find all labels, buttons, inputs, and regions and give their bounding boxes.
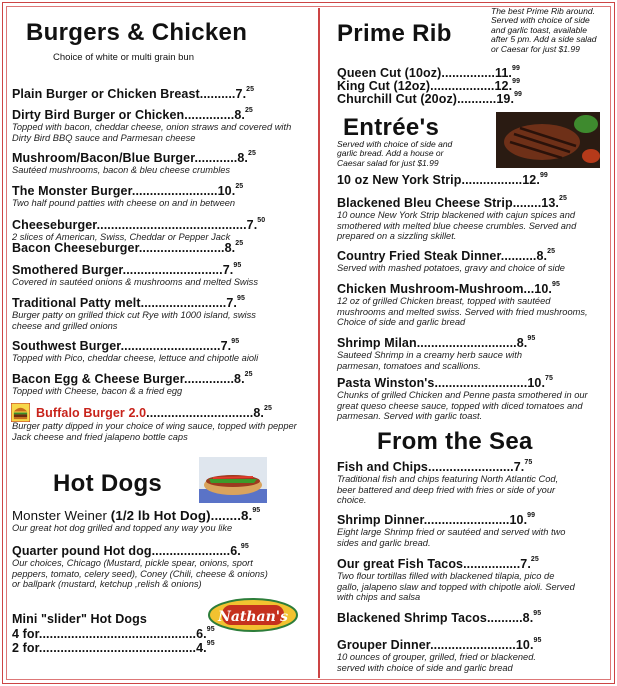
burger-item: The Monster Burger........................10.25 Two half pound patties with cheese on and in between [12,183,244,208]
burger-item-featured: Buffalo Burger 2.0..............................8.25 [36,405,272,420]
svg-text:Nathan's: Nathan's [218,609,288,625]
sea-title: From the Sea [377,428,533,455]
burgers-title: Burgers & Chicken [26,19,248,46]
burgers-subtitle: Choice of white or multi grain bun [53,52,194,63]
entree-item: Country Fried Steak Dinner..........8.25 Served with mashed potatoes, gravy and choice of side [337,248,565,273]
sea-item: Our great Fish Tacos................7.25 Two flour tortillas filled with blackened tilapia, pico de gallo, jalapeno slaw and topped with chipotle aioli. Served with chips and salsa [337,556,575,603]
entree-item: Blackened Bleu Cheese Strip........13.25 10 ounce New York Strip blackened with cajun spices and smothered with melted blue cheese crumbles. Served and prepared on a sizzling skillet. [337,195,577,242]
hotdog-photo-icon [199,457,267,503]
sea-item: Blackened Shrimp Tacos..........8.95 [337,610,542,625]
entree-item: Pasta Winston's..........................10.75 Chunks of grilled Chicken and Penne pasta smothered in our great queso cheese sauce, topped with diced tomatoes and parmesan. Served with garlic toast. [337,375,588,422]
slider-option: 4 for............................................6.95 [12,626,215,641]
entree-item: 10 oz New York Strip.................12.99 [337,172,548,187]
burger-item-desc: Burger patty dipped in your choice of wing sauce, topped with pepper Jack cheese and fried jalapeno bottle caps [12,421,297,442]
nathans-logo-icon [208,597,298,633]
burger-item: Bacon Egg & Cheese Burger..............8.25 Topped with Cheese, bacon & a fried egg [12,371,253,396]
column-divider [318,8,320,678]
slider-option: 2 for............................................4.95 [12,640,215,655]
burger-icon [11,403,30,422]
hotdog-item: Quarter pound Hot dog......................6.95 Our choices, Chicago (Mustard, pickle spear, onions, sport peppers, tomato, celery seed), Coney (Chili, cheese & onions) or ballpark (mustard, ketchup ,relish & onions) [12,543,268,590]
burger-item: Dirty Bird Burger or Chicken..............8.25 Topped with bacon, cheddar cheese, onion straws and covered with Dirty Bird BBQ sauce and Parmesan cheese [12,107,292,143]
burger-item: Cheeseburger..........................................7.50 2 slices of American, Swiss, Cheddar or Pepper Jack [12,217,266,242]
sea-item: Grouper Dinner........................10.95 10 ounces of grouper, grilled, fried or blackened. served with choice of side and garlic bread [337,637,542,673]
prime-rib-item: Queen Cut (10oz)...............11.99 [337,65,520,80]
burger-item: Traditional Patty melt........................7.95 Burger patty on grilled thick cut Rye with 1000 island, swiss cheese and grilled onions [12,295,256,331]
burger-item: Bacon Cheeseburger........................8.25 [12,240,244,255]
entrees-title: Entrée's [343,114,440,141]
entrees-note: Served with choice of side and garlic bread. Add a house or Caesar salad for just $1.99 [337,139,453,168]
prime-rib-item: Churchill Cut (20oz)...........19.99 [337,91,523,106]
sea-item: Shrimp Dinner........................10.99 Eight large Shrimp fried or sautéed and served with two sides and garlic bread. [337,512,566,548]
burger-item: Plain Burger or Chicken Breast..........7.25 [12,86,255,101]
hotdog-item: Monster Weiner (1/2 lb Hot Dog)........8.95 Our great hot dog grilled and topped any way you like [12,507,261,533]
prime-rib-item: King Cut (12oz)..................12.99 [337,78,521,93]
burger-item: Smothered Burger............................7.95 Covered in sautéed onions & mushrooms and melted Swiss [12,262,258,287]
burger-item: Mushroom/Bacon/Blue Burger............8.25 Sautéed mushrooms, bacon & bleu cheese crumbles [12,150,256,175]
hotdogs-title: Hot Dogs [53,470,163,497]
sea-item: Fish and Chips........................7.75 Traditional fish and chips featuring North Atlantic Cod, beer battered and deep fried with fries or side of your choice. [337,459,559,506]
entree-item: Chicken Mushroom-Mushroom...10.95 12 oz of grilled Chicken breast, topped with sautéed mushrooms and melted swiss. Served with fried mushrooms, Choice of side and garlic bread [337,281,588,328]
steak-photo-icon [496,112,600,168]
burger-item: Southwest Burger............................7.95 Topped with Pico, cheddar cheese, lettuce and chipotle aioli [12,338,259,363]
prime-rib-note: The best Prime Rib around. Served with choice of side and garlic toast, available after 5 pm. Add a side salad or Caesar for just $1.99 [491,6,597,54]
slider-title: Mini "slider" Hot Dogs [12,612,147,626]
entree-item: Shrimp Milan............................8.95 Sauteed Shrimp in a creamy herb sauce with parmesan, tomatoes and scallions. [337,335,536,371]
prime-rib-title: Prime Rib [337,20,452,47]
